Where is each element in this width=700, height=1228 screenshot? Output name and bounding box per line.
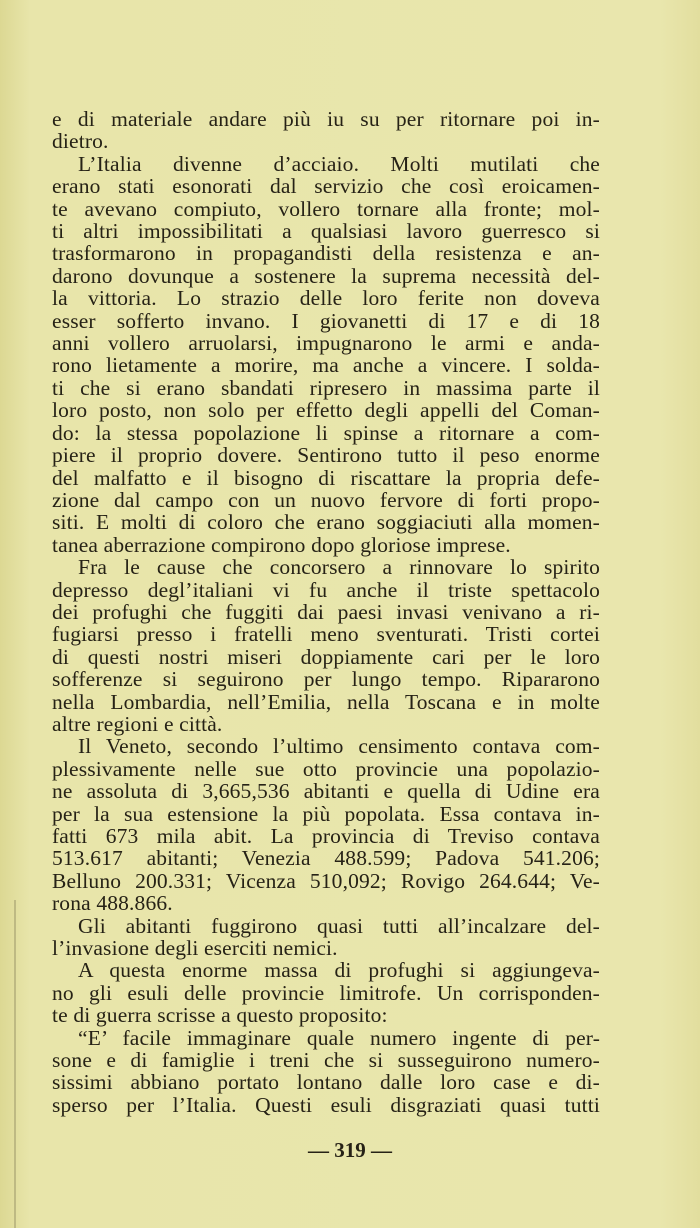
text-line: Fra le cause che concorsero a rinnovare lo spirito	[78, 555, 600, 580]
text-line: 513.617 abitanti; Venezia 488.599; Padova 541.206;	[52, 846, 600, 871]
text-line: sofferenze si seguirono per lungo tempo. Ripararono	[52, 667, 600, 692]
text-line: A questa enorme massa di profughi si aggiungeva-	[78, 958, 600, 983]
text-line: Belluno 200.331; Vicenza 510,092; Rovigo 264.644; Ve-	[52, 868, 600, 893]
text-line: darono dovunque a sostenere la suprema necessità del-	[52, 263, 600, 288]
text-line: di questi nostri miseri doppiamente cari per le loro	[52, 644, 600, 669]
text-line: zione dal campo con un nuovo fervore di forti propo-	[52, 487, 600, 512]
text-line: ti che si erano sbandati ripresero in massima parte il	[52, 375, 600, 400]
text-line: nella Lombardia, nell’Emilia, nella Toscana e in molte	[52, 689, 600, 714]
page-body	[52, 108, 600, 1116]
text-line: ti altri impossibilitati a qualsiasi lavoro guerresco si	[52, 219, 600, 244]
text-line: loro posto, non solo per effetto degli appelli del Coman-	[52, 398, 600, 423]
text-line: do: la stessa popolazione li spinse a ritornare a com-	[52, 420, 600, 445]
text-line: ne assoluta di 3,665,536 abitanti e quella di Udine era	[52, 779, 600, 804]
page-edge	[0, 900, 16, 1228]
text-line: depresso degl’italiani vi fu anche il triste spettacolo	[52, 577, 600, 602]
text-line: L’Italia divenne d’acciaio. Molti mutilati che	[78, 151, 600, 176]
text-line: “E’ facile immaginare quale numero ingente di per-	[78, 1025, 600, 1050]
text-line: rono lietamente a morire, ma anche a vincere. I solda-	[52, 353, 600, 378]
text-line: sperso per l’Italia. Questi esuli disgraziati quasi tutti	[52, 1092, 600, 1117]
text-line: dei profughi che fuggiti dai paesi invasi venivano a ri-	[52, 599, 600, 624]
text-line: esser sofferto invano. I giovanetti di 17 e di 18	[52, 308, 600, 333]
text-line: anni vollero arruolarsi, impugnarono le armi e anda-	[52, 331, 600, 356]
text-line: per la sua estensione la più popolata. Essa contava in-	[52, 801, 600, 826]
text-line: te di guerra scrisse a questo proposito:	[52, 1003, 388, 1028]
text-line: la vittoria. Lo strazio delle loro ferite non doveva	[52, 286, 600, 311]
text-line: plessivamente nelle sue otto provincie una popolazio-	[52, 756, 600, 781]
text-line: l’invasione degli eserciti nemici.	[52, 936, 338, 961]
text-line: sissimi abbiano portato lontano dalle loro case e di-	[52, 1070, 600, 1095]
text-line: trasformarono in propagandisti della resistenza e an-	[52, 241, 600, 266]
text-line: rona 488.866.	[52, 891, 173, 916]
text-line: fugiarsi presso i fratelli meno sventurati. Tristi cortei	[52, 622, 600, 647]
page-number: — 319 —	[308, 1138, 392, 1162]
text-line: erano stati esonorati dal servizio che così eroicamen-	[52, 174, 600, 199]
text-line: no gli esuli delle provincie limitrofe. Un corrisponden-	[52, 980, 600, 1005]
text-line: altre regioni e città.	[52, 711, 223, 736]
text-line: Il Veneto, secondo l’ultimo censimento contava com-	[78, 734, 600, 759]
text-line: del malfatto e il bisogno di riscattare la propria defe-	[52, 465, 600, 490]
text-line: fatti 673 mila abit. La provincia di Treviso contava	[52, 824, 600, 848]
text-line: te avevano compiuto, vollero tornare alla fronte; mol-	[52, 196, 600, 221]
text-line: tanea aberrazione compirono dopo gloriose imprese.	[52, 532, 511, 557]
text-line: piere il proprio dovere. Sentirono tutto il peso enorme	[52, 443, 600, 468]
text-line: sone e di famiglie i treni che si susseguirono numero-	[52, 1048, 600, 1073]
text-line: dietro.	[52, 129, 109, 154]
text-line: e di materiale andare più iu su per ritornare poi in-	[52, 107, 600, 131]
text-line: Gli abitanti fuggirono quasi tutti all’incalzare del-	[78, 913, 600, 938]
text-line: siti. E molti di coloro che erano soggiaciuti alla momen-	[52, 510, 600, 535]
